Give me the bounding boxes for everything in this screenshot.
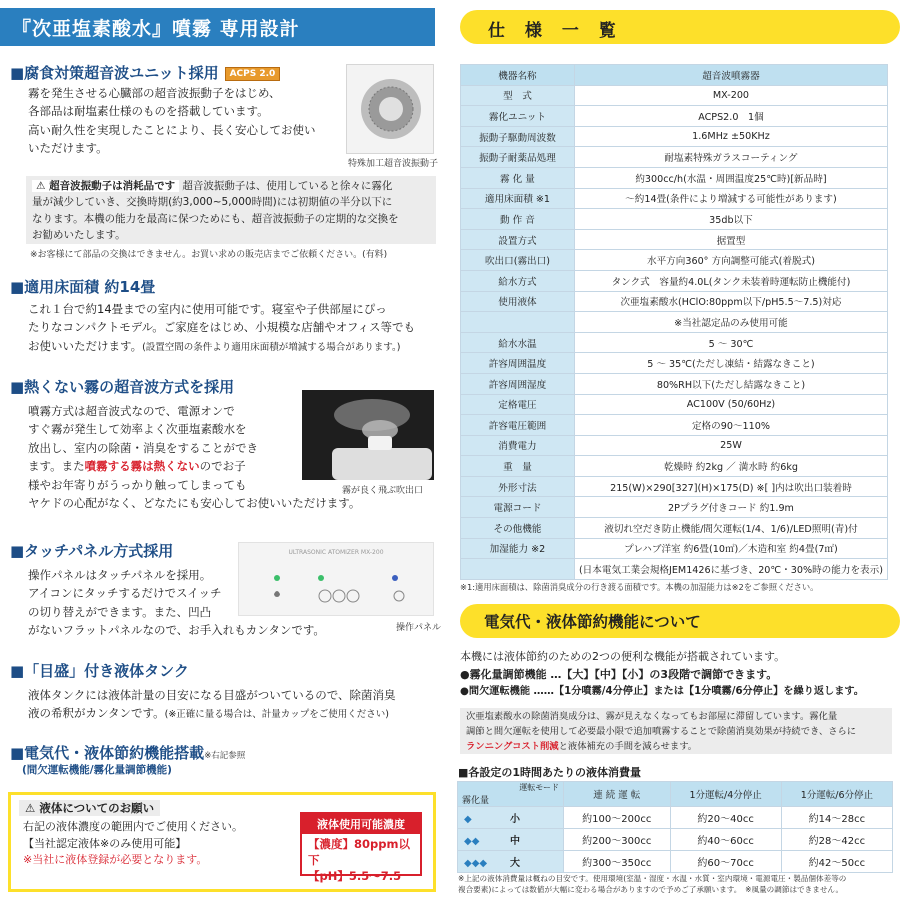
consumption-corner: 運転モード 霧化量: [458, 782, 564, 807]
spec-row: [461, 373, 888, 394]
consumption-value: 約200～300cc: [564, 829, 671, 851]
spec-table: [460, 64, 888, 580]
section-title-saving: ■電気代・液体節約機能搭載※右記参照: [10, 744, 246, 762]
spec-key: 設置方式: [461, 229, 575, 250]
saving-banner: 電気代・液体節約機能について: [460, 604, 900, 638]
spec-row: [461, 312, 888, 333]
spec-row: [461, 456, 888, 477]
spec-value: 5 ～ 30℃: [574, 332, 887, 353]
spec-value: 2Pプラグ付きコード 約1.9m: [574, 497, 887, 518]
spec-value: タンク式 容量約4.0L(タンク未装着時運転防止機能付): [574, 270, 887, 291]
section-text-tank: 液体タンクには液体計量の目安になる目盛がついているので、除菌消臭 液の希釈がカンタンです。(※正確に量る場合は、計量カップをご使用ください): [28, 688, 396, 721]
spec-row: [461, 147, 888, 168]
spec-banner: 仕 様 一 覧: [460, 10, 900, 44]
spec-key: 許容電圧範囲: [461, 415, 575, 436]
spec-value: ACPS2.0 1個: [574, 106, 887, 127]
spec-value: 約300cc/h(水温・周囲温度25℃時)[新品時]: [574, 167, 887, 188]
spec-row: [461, 476, 888, 497]
consumption-value: 約100～200cc: [564, 807, 671, 829]
spec-row: [461, 106, 888, 127]
liquid-request-box: ⚠ 液体についてのお願い 右記の液体濃度の範囲内でご使用ください。 【当社認定液体※のみ使用可能】 ※当社に液体登録が必要となります。: [8, 792, 436, 892]
mist-photo: [302, 390, 434, 480]
saving-text: 本機には液体節約のための2つの便利な機能が搭載されています。 ●霧化量調節機能 …【大】【中】【小】の3段階で調節できます。 ●間欠運転機能 ……【1分噴霧/4分停止】または【1分噴霧/6分停止】を繰り返します。: [460, 650, 864, 698]
spec-value: 80%RH以下(ただし結露なきこと): [574, 373, 887, 394]
consumption-row: [458, 851, 893, 873]
consumption-value: 約20～40cc: [670, 807, 781, 829]
section-title-tank: ■「目盛」付き液体タンク: [10, 662, 189, 680]
warning-icon: ⚠: [25, 801, 36, 815]
spec-row: [461, 188, 888, 209]
spec-value: 215(W)×290[327](H)×175(D) ※[ ]内は吹出口装着時: [574, 476, 887, 497]
drop-icon: ◆: [464, 814, 472, 825]
spec-value: 耐塩素特殊ガラスコーティング: [574, 147, 887, 168]
drop-icon: ◆◆: [464, 836, 480, 847]
spec-row: [461, 209, 888, 230]
spec-value: 据置型: [574, 229, 887, 250]
spec-value: 次亜塩素酸水(HClO:80ppm以下/pH5.5～7.5)対応: [574, 291, 887, 312]
mist-caption: 霧が良く飛ぶ吹出口: [342, 486, 424, 496]
spec-key: 霧化ユニット: [461, 106, 575, 127]
consumption-footnote: ※上記の液体消費量は概ねの目安です。使用環境(室温・湿度・水温・水質・室内環境・電源電圧・製品個体差等の 複合要素)によっては数値が大幅に変わる場合がありますので予めご了承願います。 ※風量の調節はできません。: [458, 874, 847, 894]
spec-value: 超音波噴霧器: [574, 65, 887, 86]
spec-key: 型 式: [461, 85, 575, 106]
parts-note: ※お客様にて部品の交換はできません。お買い求めの販売店までご依頼ください。(有料): [30, 250, 388, 260]
spec-row: [461, 538, 888, 559]
concentration-box: 液体使用可能濃度 【濃度】80ppm以下 【pH】5.5～7.5: [300, 812, 422, 876]
spec-row: [461, 167, 888, 188]
warning-label: ⚠ 超音波振動子は消耗品です: [32, 180, 179, 192]
spec-key: 給水水温: [461, 332, 575, 353]
spec-key: 適用床面積 ※1: [461, 188, 575, 209]
section-text-mist: 噴霧方式は超音波式なので、電源オンで すぐ霧が発生して効率よく次亜塩素酸水を 放出し、室内の除菌・消臭をすることができ ます。また噴霧する霧は熱くないのでお子 様やお年寄りがうっかり触ってしまっても ヤケドの心配がなく、どなたにも安心してお使いいただけます。: [28, 404, 361, 510]
spec-key: 機器名称: [461, 65, 575, 86]
spec-value: ※当社認定品のみ使用可能: [574, 312, 887, 333]
spec-key: 定格電圧: [461, 394, 575, 415]
consumption-value: 約14～28cc: [781, 807, 892, 829]
spec-value: 乾燥時 約2kg ／ 満水時 約6kg: [574, 456, 887, 477]
control-panel-photo: ULTRASONIC ATOMIZER MX-200: [238, 542, 434, 616]
spec-key: 振動子駆動周波数: [461, 126, 575, 147]
spec-row: [461, 518, 888, 539]
spec-row: [461, 65, 888, 86]
consumption-row: [458, 807, 893, 829]
spec-row: [461, 559, 888, 580]
mist-level-cell: ◆ 小: [458, 807, 564, 829]
spec-value: (日本電気工業会規格JEM1426に基づき、20℃・30%時の能力を表示): [574, 559, 887, 580]
mist-level-cell: ◆◆ 中: [458, 829, 564, 851]
spec-row: [461, 229, 888, 250]
warning-icon: ⚠: [36, 180, 46, 192]
spec-value: 水平方向360° 方向調整可能式(着脱式): [574, 250, 887, 271]
consumption-title: ■各設定の1時間あたりの液体消費量: [458, 766, 642, 779]
spec-row: [461, 85, 888, 106]
spec-key: 動 作 音: [461, 209, 575, 230]
spec-row: [461, 270, 888, 291]
spec-key: [461, 559, 575, 580]
spec-value: ～約14畳(条件により増減する可能性があります): [574, 188, 887, 209]
spec-row: [461, 435, 888, 456]
spec-key: [461, 312, 575, 333]
section-title-area: ■適用床面積 約14畳: [10, 278, 156, 296]
spec-value: 5 ～ 35℃(ただし凍結・結露なきこと): [574, 353, 887, 374]
spec-value: 液切れ空だき防止機能/間欠運転(1/4、1/6)/LED照明(青)付: [574, 518, 887, 539]
spec-value: 1.6MHz ±50KHz: [574, 126, 887, 147]
transducer-caption: 特殊加工超音波振動子: [348, 159, 439, 169]
saving-explain-box: 次亜塩素酸水の除菌消臭成分は、霧が見えなくなってもお部屋に滞留しています。霧化量 調節と間欠運転を使用して必要最小限で追加噴霧することで除菌消臭効果が持続でき、さらに ランニングコスト削減と液体補充の手間を減らせます。: [460, 708, 892, 754]
acps-badge: ACPS 2.0: [225, 67, 281, 81]
spec-row: [461, 394, 888, 415]
consumption-value: 約40～60cc: [670, 829, 781, 851]
consumption-value: 約300～350cc: [564, 851, 671, 873]
consumable-note: ⚠ 超音波振動子は消耗品です 超音波振動子は、使用していると徐々に霧化 量が減少していき、交換時期(約3,000~5,000時間)には初期値の半分以下に なります。本機の能力を最高に保つためにも、超音波振動子の定期的な交換を お勧めいたします。: [26, 176, 436, 244]
spec-footnote: ※1:適用床面積は、除菌消臭成分の行き渡る面積です。本機の加湿能力は※2をご参照ください。: [460, 582, 819, 592]
spec-key: 使用液体: [461, 291, 575, 312]
section-title-mist: ■熱くない霧の超音波方式を採用: [10, 378, 235, 396]
panel-caption: 操作パネル: [396, 623, 442, 633]
spec-value: AC100V (50/60Hz): [574, 394, 887, 415]
consumption-table: [457, 781, 893, 873]
spec-key: 消費電力: [461, 435, 575, 456]
section-title-ultrasonic: ■腐食対策超音波ユニット採用 ACPS 2.0: [10, 62, 280, 83]
consumption-head-cell: 1分運転/6分停止: [781, 782, 892, 807]
spec-value: プレハブ洋室 約6畳(10㎡)／木造和室 約4畳(7㎡): [574, 538, 887, 559]
spec-row: [461, 250, 888, 271]
spec-row: [461, 353, 888, 374]
section-text-touch: 操作パネルはタッチパネルを採用。 アイコンにタッチするだけでスイッチ の切り替えができます。また、凹凸 がないフラットパネルなので、お手入れもカンタンです。: [28, 568, 325, 638]
consumption-value: 約28～42cc: [781, 829, 892, 851]
spec-key: その他機能: [461, 518, 575, 539]
consumption-value: 約42～50cc: [781, 851, 892, 873]
section-text-ultrasonic: 霧を発生させる心臓部の超音波振動子をはじめ、 各部品は耐塩素仕様のものを搭載しています。 高い耐久性を実現したことにより、長く安心してお使い いただけます。: [28, 86, 316, 156]
section-text-area: これ１台で約14畳までの室内に使用可能です。寝室や子供部屋にぴっ たりなコンパクトモデル。ご家庭をはじめ、小規模な店舗やオフィス等でも お使いいただけます。(設置空間の条件より適用床面積が増減する場合があります。): [28, 302, 415, 353]
spec-key: 重 量: [461, 456, 575, 477]
spec-key: 振動子耐薬品処理: [461, 147, 575, 168]
spec-key: 外形寸法: [461, 476, 575, 497]
spec-key: 霧 化 量: [461, 167, 575, 188]
spec-row: [461, 126, 888, 147]
consumption-header: [458, 782, 893, 807]
spec-key: 加湿能力 ※2: [461, 538, 575, 559]
consumption-row: [458, 829, 893, 851]
consumption-head-cell: 1分運転/4分停止: [670, 782, 781, 807]
spec-key: 許容周囲湿度: [461, 373, 575, 394]
spec-value: 定格の90～110%: [574, 415, 887, 436]
transducer-photo: [346, 64, 434, 154]
spec-row: [461, 332, 888, 353]
spec-row: [461, 415, 888, 436]
drop-icon: ◆◆◆: [464, 858, 488, 869]
spec-value: 35db以下: [574, 209, 887, 230]
consumption-value: 約60～70cc: [670, 851, 781, 873]
left-banner: 『次亜塩素酸水』噴霧 専用設計: [0, 8, 435, 46]
spec-key: 電源コード: [461, 497, 575, 518]
section-title-touch: ■タッチパネル方式採用: [10, 542, 174, 560]
spec-key: 許容周囲温度: [461, 353, 575, 374]
consumption-head-cell: 連 続 運 転: [564, 782, 671, 807]
spec-row: [461, 497, 888, 518]
saving-subtitle: (間欠運転機能/霧化量調節機能): [22, 764, 172, 776]
liquid-request-head: ⚠ 液体についてのお願い: [19, 800, 160, 816]
spec-key: 給水方式: [461, 270, 575, 291]
spec-value: 25W: [574, 435, 887, 456]
spec-key: 吹出口(霧出口): [461, 250, 575, 271]
mist-level-cell: ◆◆◆ 大: [458, 851, 564, 873]
spec-value: MX-200: [574, 85, 887, 106]
spec-row: [461, 291, 888, 312]
